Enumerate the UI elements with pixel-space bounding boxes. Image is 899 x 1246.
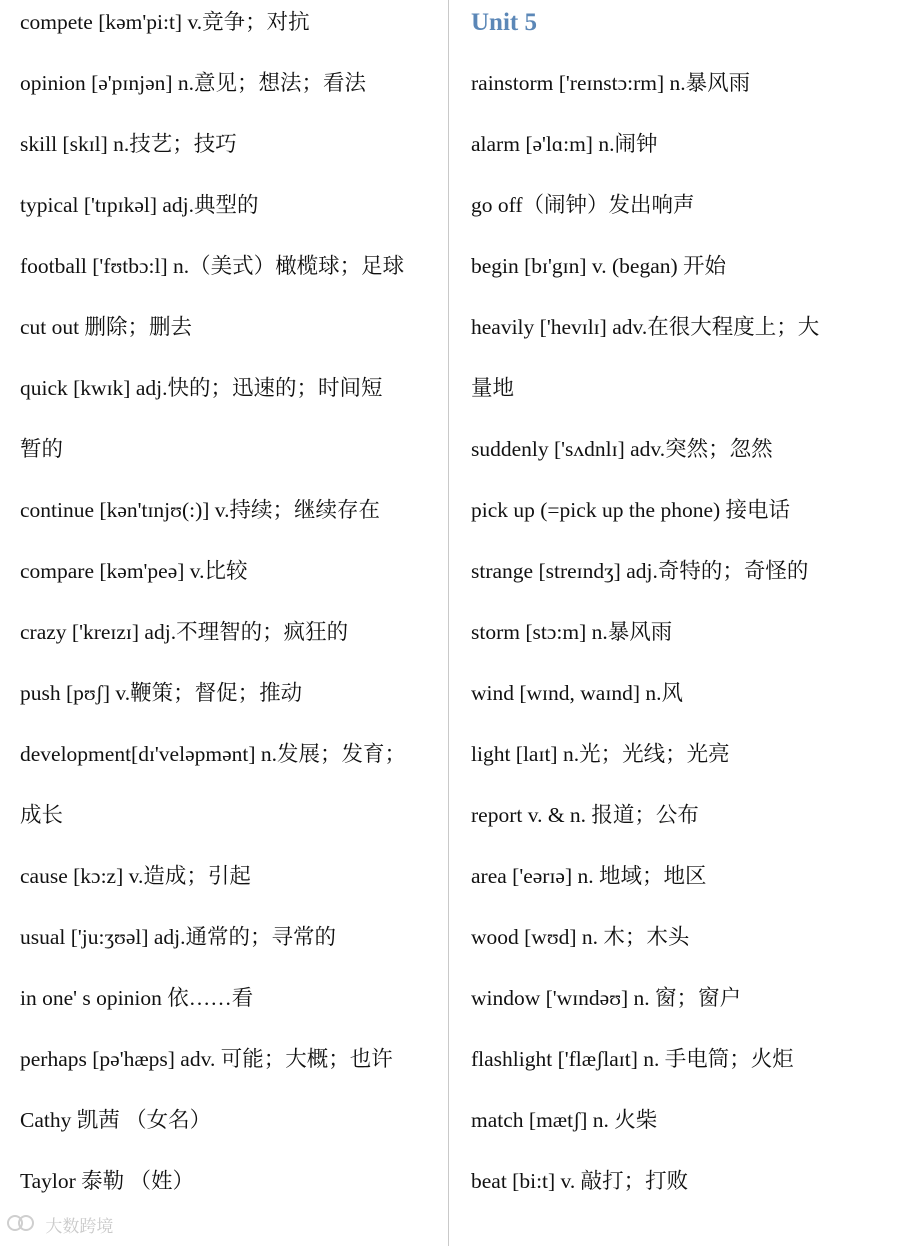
vocab-line: pick up (=pick up the phone) 接电话 <box>471 498 791 522</box>
vocab-line: in one' s opinion 依……看 <box>20 986 254 1010</box>
vocab-line: Taylor 泰勒 （姓） <box>20 1169 195 1193</box>
vocab-line: quick [kwɪk] adj.快的；迅速的；时间短 <box>20 376 383 400</box>
vocab-line: opinion [ə'pɪnjən] n.意见；想法；看法 <box>20 71 367 95</box>
vocab-line: heavily ['hevɪlɪ] adv.在很大程度上；大 <box>471 315 820 339</box>
unit-title: Unit 5 <box>471 9 537 36</box>
vocab-line: begin [bɪ'gɪn] v. (began) 开始 <box>471 254 727 278</box>
vocab-line: strange [streɪndʒ] adj.奇特的；奇怪的 <box>471 559 809 583</box>
vocab-line: rainstorm ['reɪnstɔ:rm] n.暴风雨 <box>471 71 751 95</box>
vocab-line: report v. & n. 报道；公布 <box>471 803 699 827</box>
vocab-line: continue [kən'tɪnjʊ(:)] v.持续；继续存在 <box>20 498 381 522</box>
vocab-line: cut out 删除；删去 <box>20 315 192 339</box>
vocab-line: push [pʊʃ] v.鞭策；督促；推动 <box>20 681 303 705</box>
vocab-line: crazy ['kreɪzɪ] adj.不理智的；疯狂的 <box>20 620 349 644</box>
vocab-line: usual ['ju:ʒʊəl] adj.通常的；寻常的 <box>20 925 337 949</box>
vocab-line: light [laɪt] n.光；光线；光亮 <box>471 742 730 766</box>
vocab-line-continuation: 量地 <box>471 376 515 400</box>
vocab-line: compete [kəm'pi:t] v.竞争；对抗 <box>20 10 310 34</box>
vocab-line: compare [kəm'peə] v.比较 <box>20 559 248 583</box>
vocab-line: flashlight ['flæʃlaɪt] n. 手电筒；火炬 <box>471 1047 794 1071</box>
vocab-line: alarm [ə'lɑ:m] n.闹钟 <box>471 132 658 156</box>
vocab-line: skill [skɪl] n.技艺；技巧 <box>20 132 237 156</box>
vocab-line: window ['wɪndəʊ] n. 窗；窗户 <box>471 986 742 1010</box>
vocab-line: Cathy 凯茜 （女名） <box>20 1108 212 1132</box>
vocab-line: perhaps [pə'hæps] adv. 可能；大概；也许 <box>20 1047 393 1071</box>
watermark-text: 大数跨境 <box>45 1217 114 1237</box>
vocab-line: go off（闹钟）发出响声 <box>471 193 695 217</box>
vocab-line: football ['fʊtbɔ:l] n.（美式）橄榄球；足球 <box>20 254 405 278</box>
vocab-line: match [mætʃ] n. 火柴 <box>471 1108 658 1132</box>
vocab-line: area ['eərɪə] n. 地域；地区 <box>471 864 707 888</box>
column-divider <box>448 0 449 1246</box>
vocab-line-continuation: 成长 <box>20 803 64 827</box>
vocab-line: wind [wɪnd, waɪnd] n.风 <box>471 681 683 705</box>
vocab-line: typical ['tɪpɪkəl] adj.典型的 <box>20 193 259 217</box>
vocab-line: cause [kɔ:z] v.造成；引起 <box>20 864 251 888</box>
vocab-line: suddenly ['sʌdnlɪ] adv.突然；忽然 <box>471 437 773 461</box>
brand-logo-icon <box>6 1212 36 1242</box>
vocab-line: development[dɪ'veləpmənt] n.发展；发育； <box>20 742 407 766</box>
watermark <box>6 1212 113 1242</box>
vocab-line: storm [stɔ:m] n.暴风雨 <box>471 620 673 644</box>
vocab-line: beat [bi:t] v. 敲打；打败 <box>471 1169 689 1193</box>
vocab-line-continuation: 暂的 <box>20 437 64 461</box>
vocab-line: wood [wʊd] n. 木；木头 <box>471 925 690 949</box>
